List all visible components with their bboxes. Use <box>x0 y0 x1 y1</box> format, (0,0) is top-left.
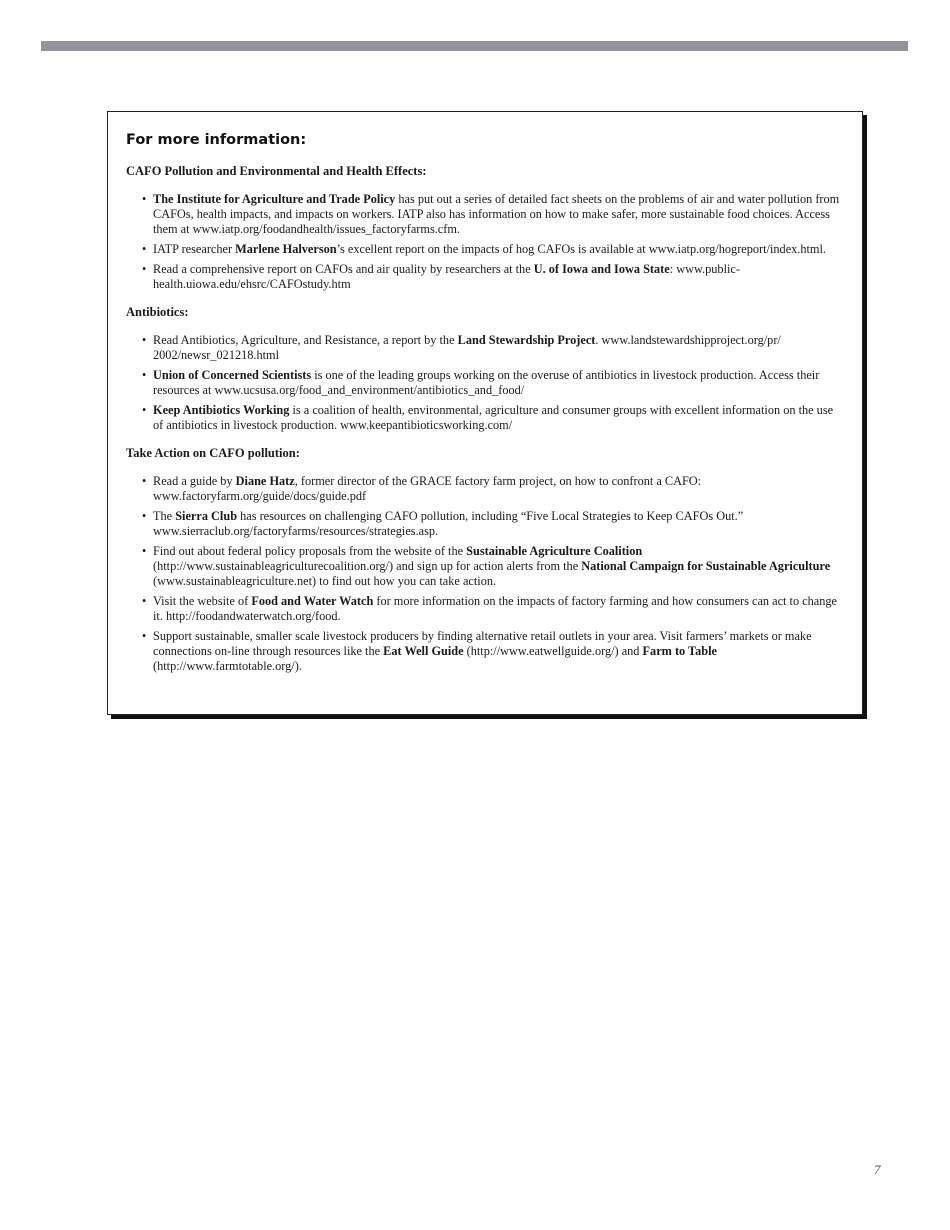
section-pollution <box>126 164 844 292</box>
page-number: 7 <box>874 1162 881 1177</box>
list-item: • Find out about federal policy proposals from the website of the Sustainable Agriculture Coalition (http://www.sustainableagriculturecoalition.org/) and sign up for action alerts from the National Campaign for Sustainable Agriculture (www.sustainableagriculture.net) to find out how you can take action. <box>142 544 844 589</box>
list-item: • The Sierra Club has resources on challenging CAFO pollution, including “Five Local Strategies to Keep CAFOs Out.” www.sierraclub.org/factoryfarms/resources/strategies.asp. <box>142 509 844 539</box>
section-heading: Antibiotics: <box>126 305 189 319</box>
section-heading: CAFO Pollution and Environmental and Health Effects: <box>126 164 427 178</box>
header-rule <box>41 41 908 51</box>
list-item: • The Institute for Agriculture and Trade Policy has put out a series of detailed fact sheets on the problems of air and water pollution from CAFOs, health impacts, and impacts on workers. IATP also has information on how to make safer, more sustainable food choices. Access them at www.iatp.org/foodandhealth/issues_factoryfarms.cfm. <box>142 192 844 237</box>
list-item: • Read Antibiotics, Agriculture, and Resistance, a report by the Land Stewardship Project. www.landstewardshipproject.org/pr/ 2002/newsr_021218.html <box>142 333 844 363</box>
list-item: • Keep Antibiotics Working is a coalition of health, environmental, agriculture and consumer groups with excellent information on the use of antibiotics in livestock production. www.keepantibioticsworking.com/ <box>142 403 844 433</box>
box-title: For more information: <box>126 132 307 148</box>
info-box <box>107 111 863 715</box>
list-item: • Read a guide by Diane Hatz, former director of the GRACE factory farm project, on how to confront a CAFO: www.factoryfarm.org/guide/docs/guide.pdf <box>142 474 844 504</box>
section-antibiotics <box>126 305 844 433</box>
item-list <box>126 333 844 433</box>
list-item: • Visit the website of Food and Water Watch for more information on the impacts of factory farming and how consumers can act to change it. http://foodandwaterwatch.org/food. <box>142 594 844 624</box>
item-list <box>126 192 844 292</box>
list-item: • Read a comprehensive report on CAFOs and air quality by researchers at the U. of Iowa and Iowa State: www.public-health.uiowa.edu/ehsrc/CAFOstudy.htm <box>142 262 844 292</box>
section-take-action <box>126 446 844 674</box>
list-item: • IATP researcher Marlene Halverson’s excellent report on the impacts of hog CAFOs is available at www.iatp.org/hogreport/index.html. <box>142 242 844 257</box>
item-list <box>126 474 844 674</box>
section-heading: Take Action on CAFO pollution: <box>126 446 300 460</box>
list-item: • Support sustainable, smaller scale livestock producers by finding alternative retail outlets in your area. Visit farmers’ markets or make connections on-line through resources like the Eat Well Guide (http://www.eatwellguide.org/) and Farm to Table (http://www.farmtotable.org/). <box>142 629 844 674</box>
list-item: • Union of Concerned Scientists is one of the leading groups working on the overuse of antibiotics in livestock production. Access their resources at www.ucsusa.org/food_and_environment/antibiotics_and_food/ <box>142 368 844 398</box>
